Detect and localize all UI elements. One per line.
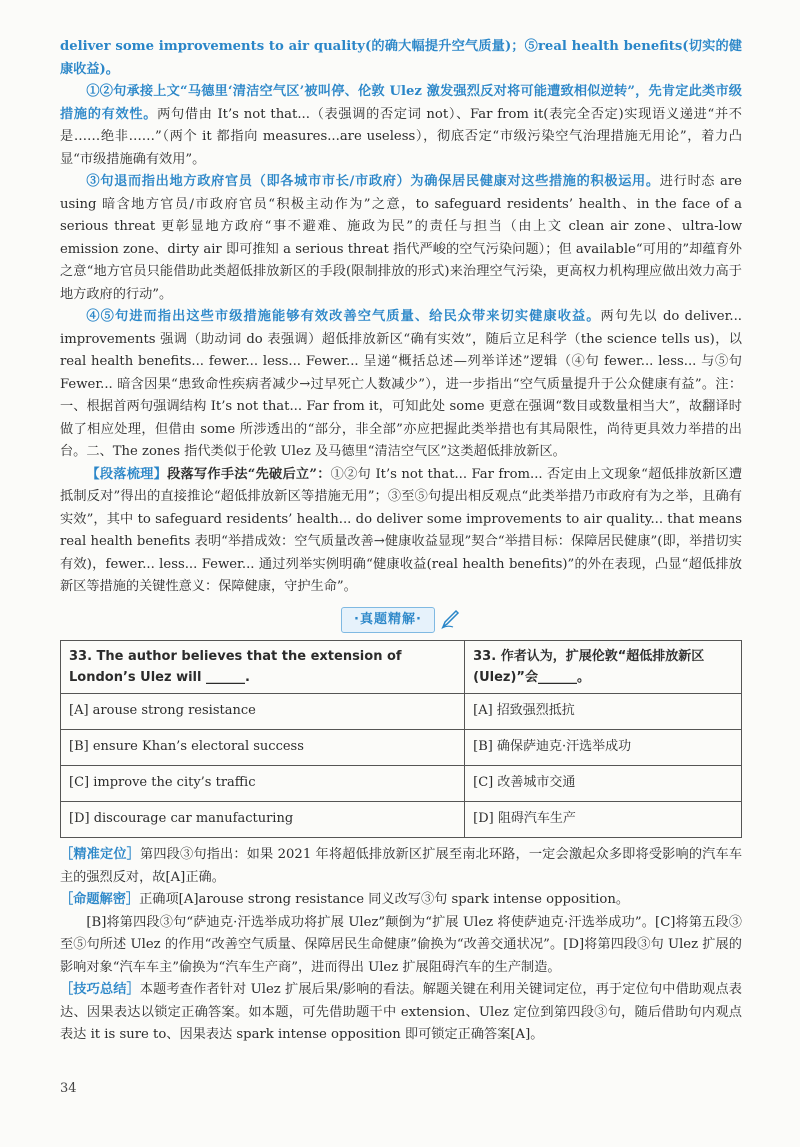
- option-row: [61, 802, 742, 838]
- option-row: [61, 694, 742, 730]
- option-en: [A] arouse strong resistance: [61, 694, 465, 730]
- question-stem-row: [61, 641, 742, 694]
- paragraph-summary: [60, 464, 742, 599]
- decode-label: ［命题解密］: [60, 892, 140, 907]
- analysis-paragraph-2: [60, 171, 742, 306]
- option-row: [61, 766, 742, 802]
- option-cn: [D] 阻碍汽车生产: [465, 802, 742, 838]
- tips-label: ［技巧总结］: [60, 982, 140, 997]
- content: [60, 36, 742, 1047]
- lead-sentence: ①②句承接上文“马德里‘清洁空气区’被叫停、伦敦 Ulez 激发强烈反对将可能遭致相似逆转”，先肯定此类市级措施的有效性。: [60, 84, 742, 122]
- body-text: 两句借由 It’s not that...（表强调的否定词 not）、Far from it(表完全否定)实现语义递进“并不是……绝非……”（两个 it 都指向 measures...are useless），彻底否定“市级污染空气治理措施无用论”，着力凸显“市级措施确有效用”。: [60, 106, 742, 167]
- tips-summary: [60, 979, 742, 1047]
- lead-sentence: ④⑤句进而指出这些市级措施能够有效改善空气质量、给民众带来切实健康收益。: [86, 309, 601, 324]
- question-table: [60, 640, 742, 838]
- option-cn: [B] 确保萨迪克·汗选举成功: [465, 730, 742, 766]
- summary-lead: 段落写作手法“先破后立”：: [167, 466, 331, 482]
- decode-line-1: [60, 889, 742, 912]
- body-text: 两句先以 do deliver... improvements 强调（助动词 do 表强调）超低排放新区“确有实效”，随后立足科学（the science tells us)，以 real health benefits... fewer... less... Fewer... 呈递“概括总述—列举详述”逻辑（④句 fewer... less... 与⑤句 Fewer... 暗含因果“患致命性疾病者减少→过早死亡人数减少”），进一步指出“空气质量提升于公众健康有益”。注：一、根据首两句强调结构 It’s not that... Far from it，可知此处 some 更意在强调“数目或数量相当大”，故翻译时做了相应处理，但借由 some 所涉透出的“部分，非全部”亦应把握此类举措也有其局限性，尚待更具效力举措的出台。二、The zones 指代类似于伦敦 Ulez 及马德里“清洁空气区”这类超低排放新区。: [60, 309, 742, 459]
- intro-line: deliver some improvements to air quality(的确大幅提升空气质量)；⑤real health benefits(切实的健康收益)。: [60, 39, 742, 77]
- body-text: 进行时态 are using 暗含地方官员/市政府官员“积极主动作为”之意，to safeguard residents’ health、in the face of a serious threat 更彰显地方政府“事不避难、施政为民”的责任与担当（由上文 clean air zone、ultra-low emission zone、dirty air 即可推知 a serious threat 指代严峻的空气污染问题）；但 available“可用的”却蕴育外之意“地方官员只能借助此类超低排放新区的手段(限制排放的形式)来治理空气污染，更高权力机构理应做出效力高于地方政府的行动”。: [60, 174, 742, 302]
- decode-line-1-text: 正确项[A]arouse strong resistance 同义改写③句 spark intense opposition。: [139, 892, 630, 907]
- analysis-paragraph-3: [60, 306, 742, 464]
- tips-body: 本题考查作者针对 Ulez 扩展后果/影响的看法。解题关键在利用关键词定位，再于定位句中借助观点表达、因果表达以锁定正确答案。如本题，可先借助题干中 extension、Ulez 定位到第四段③句，随后借助句内观点表达 it is sure to、因果表达 spark intense opposition 即可锁定正确答案[A]。: [60, 982, 742, 1042]
- page-number: 34: [60, 1081, 77, 1096]
- summary-label: 【段落梳理】: [86, 466, 168, 482]
- option-cn: [C] 改善城市交通: [465, 766, 742, 802]
- option-en: [D] discourage car manufacturing: [61, 802, 465, 838]
- question-stem-cn: 33. 作者认为，扩展伦敦“超低排放新区(Ulez)”会______。: [465, 641, 742, 694]
- banner-title: ·真题精解·: [341, 607, 435, 634]
- question-stem-en: 33. The author believes that the extension of London’s Ulez will ______.: [61, 641, 465, 694]
- locate-body: 第四段③句指出：如果 2021 年将超低排放新区扩展至南北环路，一定会激起众多即将受影响的汽车车主的强烈反对，故[A]正确。: [60, 847, 743, 885]
- locate-label: ［精准定位］: [60, 847, 140, 862]
- option-en: [C] improve the city’s traffic: [61, 766, 465, 802]
- lead-sentence: ③句退而指出地方政府官员（即各城市市长/市政府）为确保居民健康对这些措施的积极运用。: [86, 174, 660, 189]
- summary-body: ①②句 It’s not that... Far from... 否定由上文现象“超低排放新区遭抵制反对”得出的直接推论“超低排放新区等措施无用”；③至⑤句提出相反观点“此类举措乃市政府有为之举，且确有实效”，其中 to safeguard residents’ health... do deliver some improvements to air quality... that means real health benefits 表明“举措成效：空气质量改善→健康收益显现”契合“举措目标：保障居民健康”(即，举措切实有效)，fewer... less... Fewer... 通过列举实例明确“健康收益(real health benefits)”的外在表现，凸显“超低排放新区等措施的关键性意义：保障健康，守护生命”。: [60, 466, 743, 594]
- option-row: [61, 730, 742, 766]
- pen-icon: [439, 608, 461, 630]
- precise-locate: [60, 844, 742, 889]
- section-banner: [60, 607, 742, 634]
- option-en: [B] ensure Khan’s electoral success: [61, 730, 465, 766]
- analysis-paragraph-1: [60, 81, 742, 171]
- option-cn: [A] 招致强烈抵抗: [465, 694, 742, 730]
- decode-line-2: [B]将第四段③句“萨迪克·汗选举成功将扩展 Ulez”颠倒为“扩展 Ulez 将使萨迪克·汗选举成功”。[C]将第五段③至⑤句所述 Ulez 的作用“改善空气质量、保障居民生命健康”偷换为“改善交通状况”。[D]将第四段③句 Ulez 扩展的影响对象“汽车车主”偷换为“汽车生产商”，进而得出 Ulez 扩展阻碍汽车的生产制造。: [60, 914, 742, 975]
